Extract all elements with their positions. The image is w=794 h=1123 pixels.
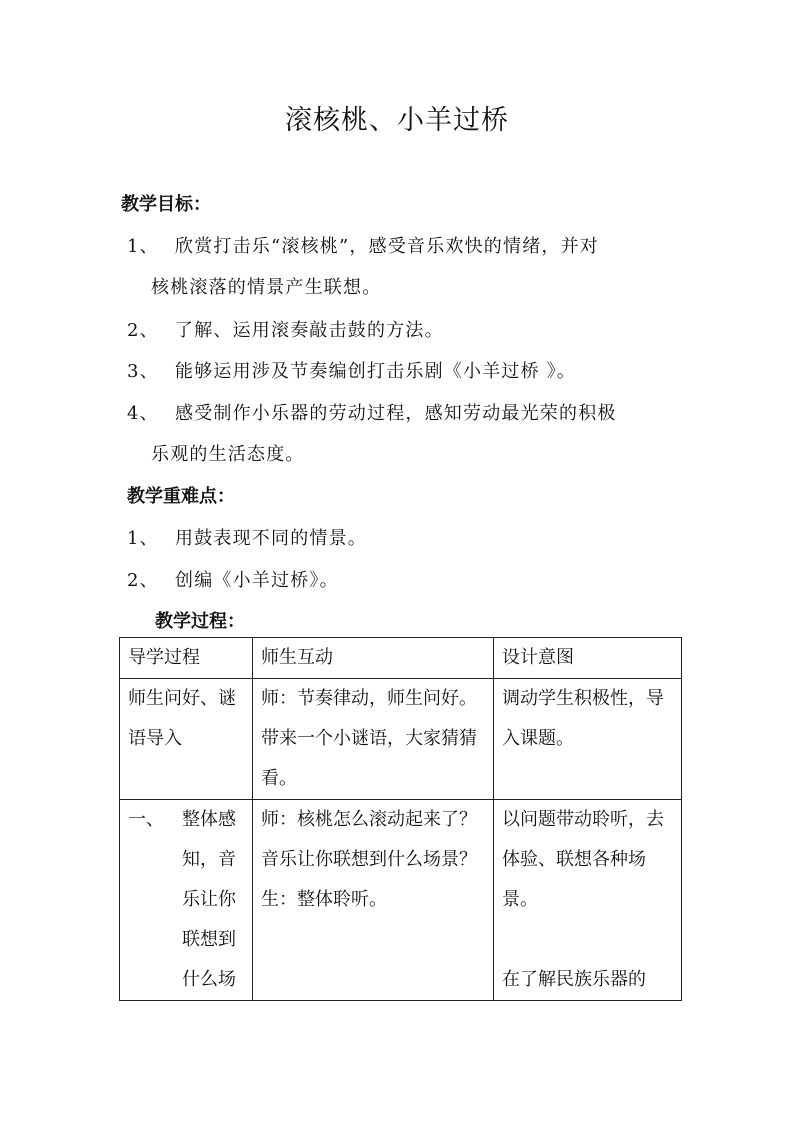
row2-intent-text2: 在了解民族乐器的 xyxy=(502,969,646,990)
row2-intent-text1: 以问题带动聆听，去体验、联想各种场景。 xyxy=(502,809,664,910)
row2-intent-gap xyxy=(502,920,673,960)
objective-2-num: 2、 xyxy=(127,320,159,341)
row2-step-num: 一、 xyxy=(128,809,164,830)
key-point-2-text: 创编《小羊过桥》。 xyxy=(175,570,339,591)
objective-3 xyxy=(127,357,576,383)
key-point-2-num: 2、 xyxy=(127,570,159,591)
row2-step-text: 整体感知，音乐让你联想到什么场 xyxy=(182,809,236,990)
row2-student-text: 生：整体聆听。 xyxy=(261,889,387,910)
row2-intent xyxy=(494,800,682,1001)
objective-4-line1 xyxy=(127,399,617,425)
process-heading: 教学过程： xyxy=(155,611,245,632)
objective-1-text: 欣赏打击乐“滚核桃”，感受音乐欢快的情绪，并对 xyxy=(175,236,600,257)
row2-step-label xyxy=(128,800,244,1000)
key-point-1-text: 用鼓表现不同的情景。 xyxy=(175,528,367,549)
objective-1-num: 1、 xyxy=(127,236,159,257)
row1-intent: 调动学生积极性，导入课题。 xyxy=(494,679,682,800)
row2-guide xyxy=(120,800,253,1001)
row1-interaction: 师：节奏律动，师生问好。带来一个小谜语，大家猜猜看。 xyxy=(253,679,494,800)
page-title: 滚核桃、小羊过桥 xyxy=(285,105,509,136)
objective-2-text: 了解、运用滚奏敲击鼓的方法。 xyxy=(175,320,444,341)
header-interaction: 师生互动 xyxy=(253,638,494,679)
row2-interaction xyxy=(253,800,494,1001)
objective-3-text: 能够运用涉及节奏编创打击乐剧《小羊过桥 》。 xyxy=(175,361,577,382)
objective-2 xyxy=(127,316,444,342)
objective-4-num: 4、 xyxy=(127,403,159,424)
key-point-1-num: 1、 xyxy=(127,528,159,549)
objective-4-line2: 乐观的生活态度。 xyxy=(151,444,305,465)
teaching-process-table xyxy=(119,637,682,1001)
objective-1-line1 xyxy=(127,232,599,258)
table-row xyxy=(120,679,682,800)
header-design-intent: 设计意图 xyxy=(494,638,682,679)
objective-3-num: 3、 xyxy=(127,361,159,382)
key-point-1 xyxy=(127,524,367,550)
key-points-heading: 教学重难点： xyxy=(127,486,235,507)
header-guide-process: 导学过程 xyxy=(120,638,253,679)
key-point-2 xyxy=(127,566,339,592)
table-header-row xyxy=(120,638,682,679)
row1-guide: 师生问好、谜语导入 xyxy=(120,679,253,800)
row2-teacher-text: 师：核桃怎么滚动起来了？音乐让你联想到什么场景？ xyxy=(261,809,477,870)
objective-4-text: 感受制作小乐器的劳动过程，感知劳动最光荣的积极 xyxy=(175,403,617,424)
objectives-heading: 教学目标： xyxy=(121,194,211,215)
objective-1-line2: 核桃滚落的情景产生联想。 xyxy=(151,277,382,298)
table-row xyxy=(120,800,682,1001)
